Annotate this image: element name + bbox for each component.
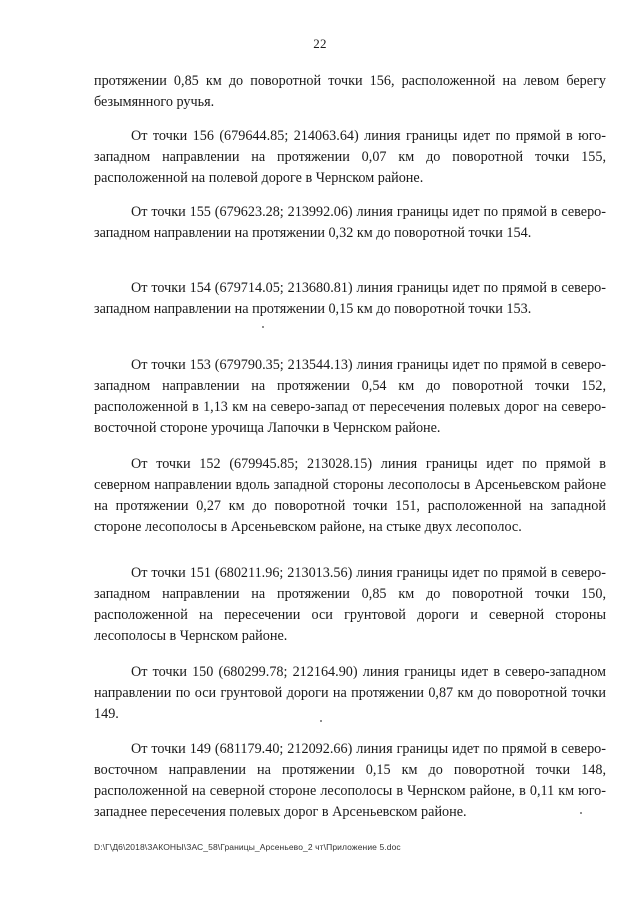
paragraph-text: От точки 149 (681179.40; 212092.66) линия границы идет по прямой в северо-восточном направлении на протяжении 0,15 км до поворотной точки 148, расположенной на северной стороне лесополосы в Чернском районе, в 0,11 км юго-западнее пересечения полевых дорог в Арсеньевском районе. <box>94 741 606 820</box>
paragraph-point-156 <box>94 126 606 189</box>
paragraph-point-149 <box>94 739 606 823</box>
scan-speck <box>262 326 264 328</box>
paragraph-point-152 <box>94 454 606 538</box>
paragraph-text: От точки 156 (679644.85; 214063.64) линия границы идет по прямой в юго-западном направлении на протяжении 0,07 км до поворотной точки 155, расположенной на полевой дороге в Чернском районе. <box>94 128 606 186</box>
paragraph-text: От точки 155 (679623.28; 213992.06) линия границы идет по прямой в северо-западном направлении на протяжении 0,32 км до поворотной точки 154. <box>94 204 606 241</box>
paragraph-text: От точки 151 (680211.96; 213013.56) линия границы идет по прямой в северо-западном направлении на протяжении 0,85 км до поворотной точки 150, расположенной на пересечении оси грунтовой дороги и северной стороны лесополосы в Чернском районе. <box>94 565 606 644</box>
paragraph-point-154 <box>94 278 606 320</box>
paragraph-text: От точки 150 (680299.78; 212164.90) линия границы идет в северо-западном направлении по оси грунтовой дороги на протяжении 0,87 км до поворотной точки 149. <box>94 664 606 722</box>
paragraph-point-155 <box>94 202 606 244</box>
paragraph-point-151 <box>94 563 606 647</box>
scan-speck <box>580 812 582 814</box>
paragraph-text: От точки 152 (679945.85; 213028.15) линия границы идет по прямой в северном направлении вдоль западной стороны лесополосы в Арсеньевском районе на протяжении 0,27 км до поворотной точки 151, расположенной на западной стороне лесополосы в Арсеньевском районе, на стыке двух лесополос. <box>94 456 606 535</box>
paragraph-point-153 <box>94 355 606 439</box>
paragraph-text: От точки 154 (679714.05; 213680.81) линия границы идет по прямой в северо-западном направлении на протяжении 0,15 км до поворотной точки 153. <box>94 280 606 317</box>
paragraph-text: протяжении 0,85 км до поворотной точки 156, расположенной на левом берегу безымянного ручья. <box>94 73 606 110</box>
page-number: 22 <box>313 36 327 51</box>
paragraph-continuation <box>94 71 606 113</box>
paragraph-text: От точки 153 (679790.35; 213544.13) линия границы идет по прямой в северо-западном направлении на протяжении 0,54 км до поворотной точки 152, расположенной в 1,13 км на северо-запад от пересечения полевых дорог на северо-восточной стороне урочища Лапочки в Чернском районе. <box>94 357 606 436</box>
footer-file-path: D:\Г\Д6\2018\ЗАКОНЫ\ЗАС_58\Границы_Арсеньево_2 чт\Приложение 5.doc <box>94 842 401 852</box>
scan-speck <box>320 720 322 722</box>
paragraph-point-150 <box>94 662 606 725</box>
